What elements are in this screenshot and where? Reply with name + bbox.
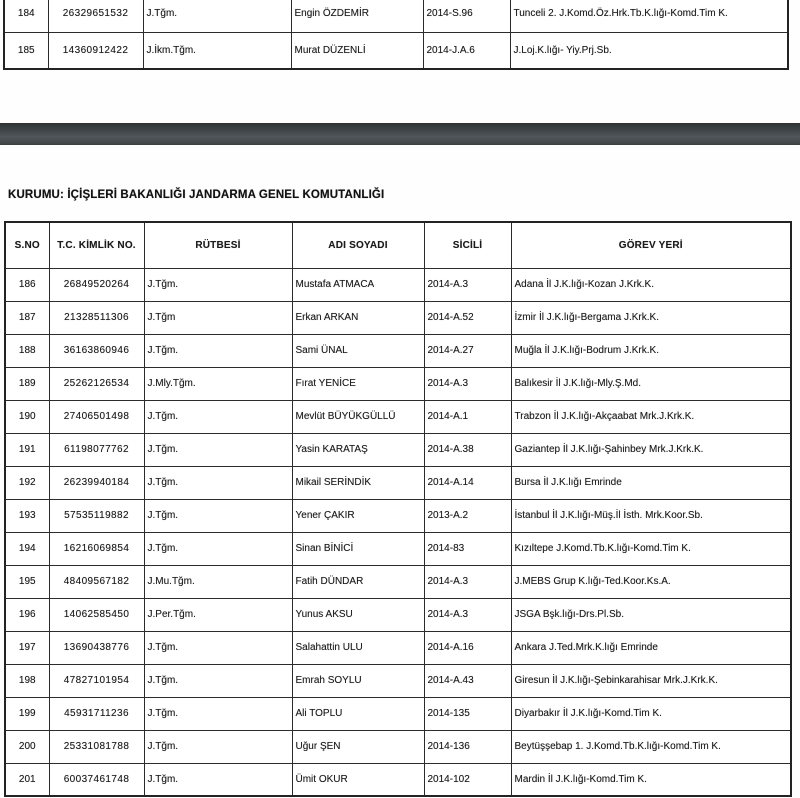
cell-rutbe: J.Tğm. bbox=[144, 631, 292, 664]
cell-sicil: 2014-A.3 bbox=[424, 367, 511, 400]
cell-adi-soyadi: Fırat YENİCE bbox=[292, 367, 424, 400]
cell-tc-kimlik: 45931711236 bbox=[49, 697, 144, 730]
cell-tc-kimlik: 16216069854 bbox=[49, 532, 144, 565]
cell-rutbe: J.Tğm. bbox=[144, 268, 292, 301]
cell-tc-kimlik: 14360912422 bbox=[48, 32, 143, 69]
cell-gorev-yeri: JSGA Bşk.lığı-Drs.Pl.Sb. bbox=[511, 598, 791, 631]
section-title: KURUMU: İÇİŞLERİ BAKANLIĞI JANDARMA GENEL KOMUTANLIĞI bbox=[8, 189, 385, 201]
cell-rutbe: J.Mu.Tğm. bbox=[144, 565, 292, 598]
cell-sno: 185 bbox=[4, 32, 48, 69]
cell-adi-soyadi: Murat DÜZENLİ bbox=[291, 32, 423, 69]
cell-gorev-yeri: Trabzon İl J.K.lığı-Akçaabat Mrk.J.Krk.K. bbox=[511, 400, 791, 433]
cell-rutbe: J.Tğm. bbox=[144, 532, 292, 565]
cell-gorev-yeri: Beytüşşebap 1. J.Komd.Tb.K.lığı-Komd.Tim K. bbox=[511, 730, 791, 763]
table-row bbox=[5, 334, 791, 367]
header-sno: S.NO bbox=[5, 222, 49, 268]
cell-sno: 201 bbox=[5, 763, 49, 796]
cell-sicil: 2014-83 bbox=[424, 532, 511, 565]
cell-sicil: 2014-A.43 bbox=[424, 664, 511, 697]
cell-sno: 190 bbox=[5, 400, 49, 433]
cell-gorev-yeri: Balıkesir İl J.K.lığı-Mly.Ş.Md. bbox=[511, 367, 791, 400]
cell-adi-soyadi: Mustafa ATMACA bbox=[292, 268, 424, 301]
cell-sicil: 2014-A.3 bbox=[424, 268, 511, 301]
table-row bbox=[5, 598, 791, 631]
cell-rutbe: J.Mly.Tğm. bbox=[144, 367, 292, 400]
cell-adi-soyadi: Ali TOPLU bbox=[292, 697, 424, 730]
cell-tc-kimlik: 13690438776 bbox=[49, 631, 144, 664]
cell-sicil: 2014-A.52 bbox=[424, 301, 511, 334]
cell-tc-kimlik: 36163860946 bbox=[49, 334, 144, 367]
table-row bbox=[5, 400, 791, 433]
cell-rutbe: J.Tğm. bbox=[144, 334, 292, 367]
cell-gorev-yeri: J.MEBS Grup K.lığı-Ted.Koor.Ks.A. bbox=[511, 565, 791, 598]
cell-sno: 197 bbox=[5, 631, 49, 664]
table-row bbox=[5, 730, 791, 763]
cell-rutbe: J.Tğm. bbox=[143, 0, 291, 32]
cell-sno: 192 bbox=[5, 466, 49, 499]
cell-rutbe: J.Tğm. bbox=[144, 730, 292, 763]
table-row bbox=[5, 763, 791, 796]
cell-gorev-yeri: Giresun İl J.K.lığı-Şebinkarahisar Mrk.J.Krk.K. bbox=[511, 664, 791, 697]
cell-sno: 187 bbox=[5, 301, 49, 334]
cell-sicil: 2014-S.96 bbox=[423, 0, 510, 32]
cell-adi-soyadi: Mikail SERİNDİK bbox=[292, 466, 424, 499]
cell-adi-soyadi: Salahattin ULU bbox=[292, 631, 424, 664]
cell-sicil: 2014-A.27 bbox=[424, 334, 511, 367]
cell-adi-soyadi: Sami ÜNAL bbox=[292, 334, 424, 367]
table-row bbox=[5, 532, 791, 565]
cell-tc-kimlik: 47827101954 bbox=[49, 664, 144, 697]
cell-sno: 188 bbox=[5, 334, 49, 367]
cell-adi-soyadi: Erkan ARKAN bbox=[292, 301, 424, 334]
cell-tc-kimlik: 26239940184 bbox=[49, 466, 144, 499]
cell-gorev-yeri: Muğla İl J.K.lığı-Bodrum J.Krk.K. bbox=[511, 334, 791, 367]
cell-sicil: 2014-A.16 bbox=[424, 631, 511, 664]
table-row bbox=[5, 697, 791, 730]
header-sicil: SİCİLİ bbox=[424, 222, 511, 268]
cell-rutbe: J.Tğm. bbox=[144, 433, 292, 466]
cell-rutbe: J.Tğm. bbox=[144, 697, 292, 730]
cell-gorev-yeri: J.Loj.K.lığı- Yiy.Prj.Sb. bbox=[510, 32, 788, 69]
cell-gorev-yeri: Ankara J.Ted.Mrk.K.lığı Emrinde bbox=[511, 631, 791, 664]
cell-tc-kimlik: 61198077762 bbox=[49, 433, 144, 466]
cell-tc-kimlik: 26329651532 bbox=[48, 0, 143, 32]
cell-rutbe: J.İkm.Tğm. bbox=[143, 32, 291, 69]
cell-gorev-yeri: Bursa İl J.K.lığı Emrinde bbox=[511, 466, 791, 499]
cell-tc-kimlik: 57535119882 bbox=[49, 499, 144, 532]
cell-adi-soyadi: Fatih DÜNDAR bbox=[292, 565, 424, 598]
cell-rutbe: J.Tğm bbox=[144, 301, 292, 334]
cell-tc-kimlik: 27406501498 bbox=[49, 400, 144, 433]
cell-adi-soyadi: Yener ÇAKIR bbox=[292, 499, 424, 532]
cell-adi-soyadi: Uğur ŞEN bbox=[292, 730, 424, 763]
header-tc-kimlik: T.C. KİMLİK NO. bbox=[49, 222, 144, 268]
cell-rutbe: J.Tğm. bbox=[144, 664, 292, 697]
cell-tc-kimlik: 26849520264 bbox=[49, 268, 144, 301]
cell-sno: 191 bbox=[5, 433, 49, 466]
table-row bbox=[4, 0, 788, 32]
cell-sno: 193 bbox=[5, 499, 49, 532]
cell-sno: 195 bbox=[5, 565, 49, 598]
table-row bbox=[5, 301, 791, 334]
table-row bbox=[5, 268, 791, 301]
cell-adi-soyadi: Mevlüt BÜYÜKGÜLLÜ bbox=[292, 400, 424, 433]
header-adi-soyadi: ADI SOYADI bbox=[292, 222, 424, 268]
cell-tc-kimlik: 60037461748 bbox=[49, 763, 144, 796]
cell-rutbe: J.Tğm. bbox=[144, 499, 292, 532]
cell-sno: 196 bbox=[5, 598, 49, 631]
cell-adi-soyadi: Yasin KARATAŞ bbox=[292, 433, 424, 466]
cell-gorev-yeri: İzmir İl J.K.lığı-Bergama J.Krk.K. bbox=[511, 301, 791, 334]
cell-sicil: 2014-J.A.6 bbox=[423, 32, 510, 69]
cell-adi-soyadi: Ümit OKUR bbox=[292, 763, 424, 796]
table-header-row bbox=[5, 222, 791, 268]
cell-sicil: 2014-A.3 bbox=[424, 565, 511, 598]
cell-tc-kimlik: 25262126534 bbox=[49, 367, 144, 400]
cell-gorev-yeri: Mardin İl J.K.lığı-Komd.Tim K. bbox=[511, 763, 791, 796]
personnel-table bbox=[4, 221, 792, 797]
cell-sno: 198 bbox=[5, 664, 49, 697]
cell-tc-kimlik: 48409567182 bbox=[49, 565, 144, 598]
cell-sicil: 2014-102 bbox=[424, 763, 511, 796]
table-row bbox=[5, 433, 791, 466]
cell-rutbe: J.Per.Tğm. bbox=[144, 598, 292, 631]
table-row bbox=[5, 367, 791, 400]
cell-sno: 186 bbox=[5, 268, 49, 301]
cell-gorev-yeri: Kızıltepe J.Komd.Tb.K.lığı-Komd.Tim K. bbox=[511, 532, 791, 565]
cell-sno: 189 bbox=[5, 367, 49, 400]
table-row bbox=[5, 499, 791, 532]
cell-rutbe: J.Tğm. bbox=[144, 400, 292, 433]
cell-sicil: 2014-136 bbox=[424, 730, 511, 763]
table-row bbox=[4, 32, 788, 69]
cell-rutbe: J.Tğm. bbox=[144, 763, 292, 796]
cell-rutbe: J.Tğm. bbox=[144, 466, 292, 499]
page-separator-bar bbox=[0, 123, 800, 145]
cell-sno: 199 bbox=[5, 697, 49, 730]
cell-gorev-yeri: Gaziantep İl J.K.lığı-Şahinbey Mrk.J.Krk.K. bbox=[511, 433, 791, 466]
header-rutbe: RÜTBESİ bbox=[144, 222, 292, 268]
table-row bbox=[5, 565, 791, 598]
cell-adi-soyadi: Sinan BİNİCİ bbox=[292, 532, 424, 565]
cell-gorev-yeri: Tunceli 2. J.Komd.Öz.Hrk.Tb.K.lığı-Komd.Tim K. bbox=[510, 0, 788, 32]
cell-sicil: 2014-A.1 bbox=[424, 400, 511, 433]
cell-sno: 184 bbox=[4, 0, 48, 32]
top-partial-table bbox=[3, 0, 789, 70]
cell-adi-soyadi: Emrah SOYLU bbox=[292, 664, 424, 697]
cell-tc-kimlik: 25331081788 bbox=[49, 730, 144, 763]
cell-sicil: 2014-135 bbox=[424, 697, 511, 730]
cell-tc-kimlik: 21328511306 bbox=[49, 301, 144, 334]
cell-adi-soyadi: Yunus AKSU bbox=[292, 598, 424, 631]
cell-sicil: 2014-A.3 bbox=[424, 598, 511, 631]
cell-sno: 200 bbox=[5, 730, 49, 763]
table-row bbox=[5, 631, 791, 664]
cell-sno: 194 bbox=[5, 532, 49, 565]
cell-gorev-yeri: Adana İl J.K.lığı-Kozan J.Krk.K. bbox=[511, 268, 791, 301]
cell-sicil: 2013-A.2 bbox=[424, 499, 511, 532]
cell-adi-soyadi: Engin ÖZDEMİR bbox=[291, 0, 423, 32]
table-row bbox=[5, 466, 791, 499]
cell-sicil: 2014-A.14 bbox=[424, 466, 511, 499]
cell-tc-kimlik: 14062585450 bbox=[49, 598, 144, 631]
cell-gorev-yeri: İstanbul İl J.K.lığı-Müş.İl İsth. Mrk.Koor.Sb. bbox=[511, 499, 791, 532]
header-gorev-yeri: GÖREV YERİ bbox=[511, 222, 791, 268]
cell-gorev-yeri: Diyarbakır İl J.K.lığı-Komd.Tim K. bbox=[511, 697, 791, 730]
cell-sicil: 2014-A.38 bbox=[424, 433, 511, 466]
table-row bbox=[5, 664, 791, 697]
